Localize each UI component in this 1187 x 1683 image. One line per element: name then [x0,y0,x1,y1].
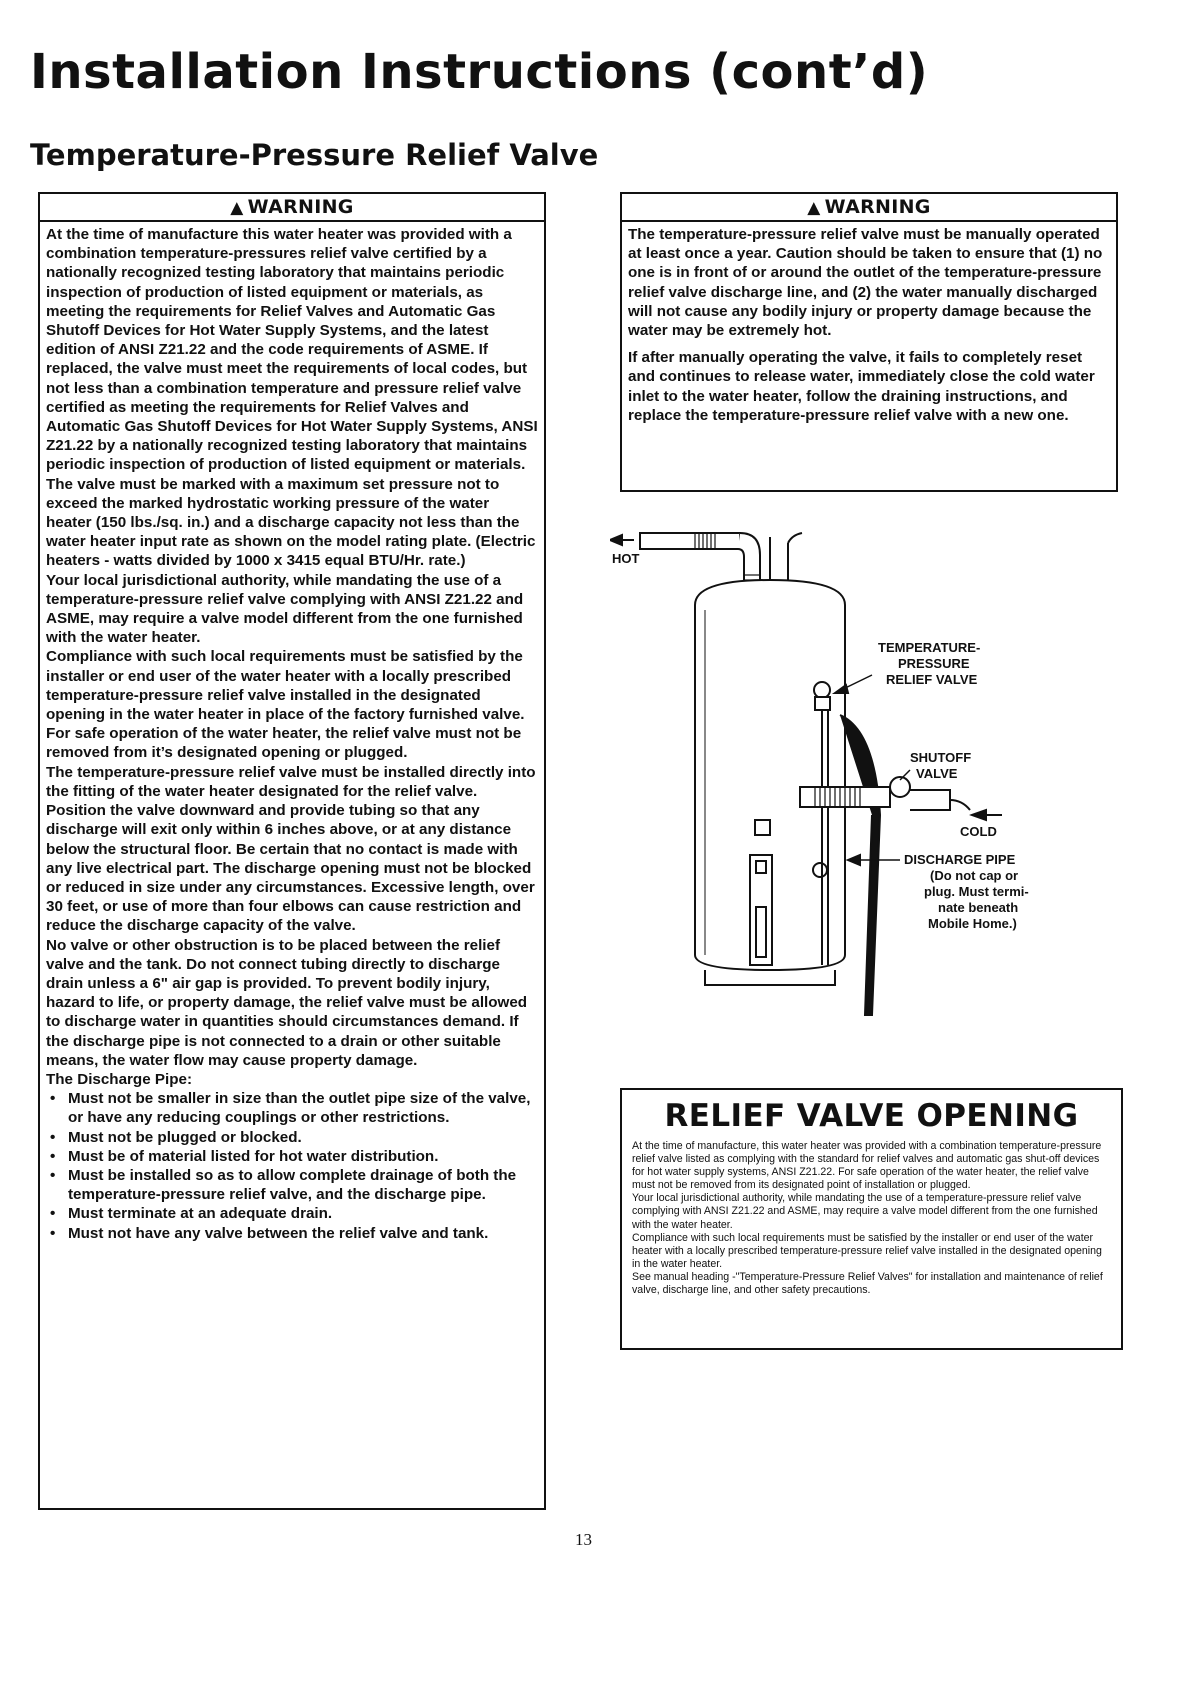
list-item: • Must not be plugged or blocked. [46,1128,538,1147]
warning-triangle-icon: ▲ [230,198,244,218]
paragraph: No valve or other obstruction is to be placed between the relief valve and the tank. Do not connect tubing directly to discharge drain unless a 6" air gap is provided. To prevent bodily injury, hazard to life, or property damage, the relief valve must be allowed to discharge water in quantities should circumstances demand. If the discharge pipe is not connected to a drain or other suitable means, the water flow may cause property damage. [46,936,528,1069]
warning-triangle-icon: ▲ [807,198,821,218]
paragraph: Compliance with such local requirements must be satisfied by the installer or end user of the water heater with a locally prescribed temperature-pressure relief valve installed in the designated opening in the water heater. [632,1231,1102,1270]
paragraph: Compliance with such local requirements must be satisfied by the installer or end user of the water heater with a locally prescribed temperature-pressure relief valve installed in the designated opening in the water heater in place of the factory furnished valve. [46,648,525,724]
list-item: • Must be installed so as to allow complete drainage of both the temperature-pressure relief valve, and the discharge pipe. [46,1166,538,1204]
warning-header [39,194,545,222]
section-title: Temperature-Pressure Relief Valve [30,138,599,172]
label-discharge-note: plug. Must termi- [924,884,1029,899]
label-cold: COLD [960,824,997,839]
water-heater-diagram [610,515,1110,1085]
discharge-pipe-list [46,1089,538,1243]
paragraph: If after manually operating the valve, it fails to completely reset and continues to release water, immediately close the cold water inlet to the water heater, follow the draining instructions, and replace the temperature-pressure relief valve with a new one. [628,349,1095,424]
paragraph: At the time of manufacture this water heater was provided with a combination temperature-pressures relief valve certified by a nationally recognized testing laboratory that maintains periodic inspection of production of listed equipment or materials, as meeting the requirements for Relief Valves and Automatic Gas Shutoff Devices for Hot Water Supply Systems, and the latest edition of ANSI Z21.22 and the code requirements of ASME. If replaced, the valve must meet the requirements of local codes, but not less than a combination temperature and pressure relief valve certified as meeting the requirements for Relief Valves and Automatic Gas Shutoff Devices for Hot Water Supply Systems, ANSI Z21.22 by a nationally recognized testing laboratory that maintains periodic inspection of production of listed equipment or materials. [46,226,538,474]
list-item: • Must be of material listed for hot water distribution. [46,1147,538,1166]
page-title: Installation Instructions (cont’d) [30,44,929,100]
label-discharge-note: Mobile Home.) [928,916,1017,931]
relief-valve-opening-box [620,1088,1123,1350]
label-shutoff-line2: VALVE [916,766,958,781]
label-discharge-pipe: DISCHARGE PIPE [904,852,1016,867]
warning-heading: WARNING [247,196,354,218]
warning-heading: WARNING [824,196,931,218]
label-shutoff-line1: SHUTOFF [910,750,972,765]
paragraph: The Discharge Pipe: [46,1070,193,1088]
relief-valve-text [622,1140,1121,1301]
paragraph: The temperature-pressure relief valve must be manually operated at least once a year. Caution should be taken to ensure that (1) no one is in front of or around the outlet of the temperature-pressure relief valve discharge line, and (2) the water manually discharged will not cause any bodily injury or property damage because the water may be extremely hot. [628,226,1103,340]
right-warning-box [620,192,1118,492]
label-hot: HOT [612,551,640,566]
paragraph: See manual heading -"Temperature-Pressure Relief Valves" for installation and maintenance of relief valve, discharge line, and other safety precautions. [632,1270,1103,1297]
water-heater-illustration [610,515,1110,1085]
page-number: 13 [575,1530,592,1549]
left-warning-text [40,222,544,1247]
label-tp-valve-line2: PRESSURE [898,656,970,671]
list-item: • Must terminate at an adequate drain. [46,1204,538,1223]
paragraph: Your local jurisdictional authority, while mandating the use of a temperature-pressure relief valve complying with ANSI Z21.22 and ASME, may require a valve model different from the one furnished with the water heater. [46,571,524,647]
label-tp-valve-line3: RELIEF VALVE [886,672,978,687]
label-discharge-note: (Do not cap or [930,868,1019,883]
right-warning-text [622,222,1116,429]
left-warning-box [38,192,546,1510]
list-item: • Must not have any valve between the relief valve and tank. [46,1224,538,1243]
label-tp-valve-line1: TEMPERATURE- [878,640,981,655]
paragraph: At the time of manufacture, this water heater was provided with a combination temperature-pressure relief valve listed as complying with the standard for relief valves and automatic gas shut-off devices for hot water supply systems, ANSI Z21.22. For safe operation of the water heater, the relief valve must not be removed from its designated point of installation or plugged. [632,1140,1102,1192]
list-item: • Must not be smaller in size than the outlet pipe size of the valve, or have any reducing couplings or other restrictions. [46,1089,538,1127]
paragraph: The temperature-pressure relief valve must be installed directly into the fitting of the water heater designated for the relief valve. Position the valve downward and provide tubing so that any discharge will exit only within 6 inches above, or at any distance below the structural floor. Be certain that no contact is made with any live electrical part. The discharge opening must not be blocked or reduced in size under any circumstances. Excessive length, over 30 feet, or use of more than four elbows can cause restriction and reduce the discharge capacity of the valve. [46,763,536,935]
paragraph: The valve must be marked with a maximum set pressure not to exceed the marked hydrostatic working pressure of the water heater (150 lbs./sq. in.) and a discharge capacity not less than the water heater input rate as shown on the model rating plate. (Electric heaters - watts divided by 1000 x 3415 equal BTU/Hr. rate.) [46,475,536,570]
paragraph: Your local jurisdictional authority, while mandating the use of a temperature-pressure relief valve complying with ANSI Z21.22 and ASME, may require a valve model different from the one furnished with the water heater. [632,1192,1098,1231]
label-discharge-note: nate beneath [938,900,1019,915]
relief-valve-heading: RELIEF VALVE OPENING [664,1098,1079,1134]
paragraph: For safe operation of the water heater, the relief valve must not be removed from it’s designated opening or plugged. [46,725,522,762]
warning-header [621,194,1117,222]
